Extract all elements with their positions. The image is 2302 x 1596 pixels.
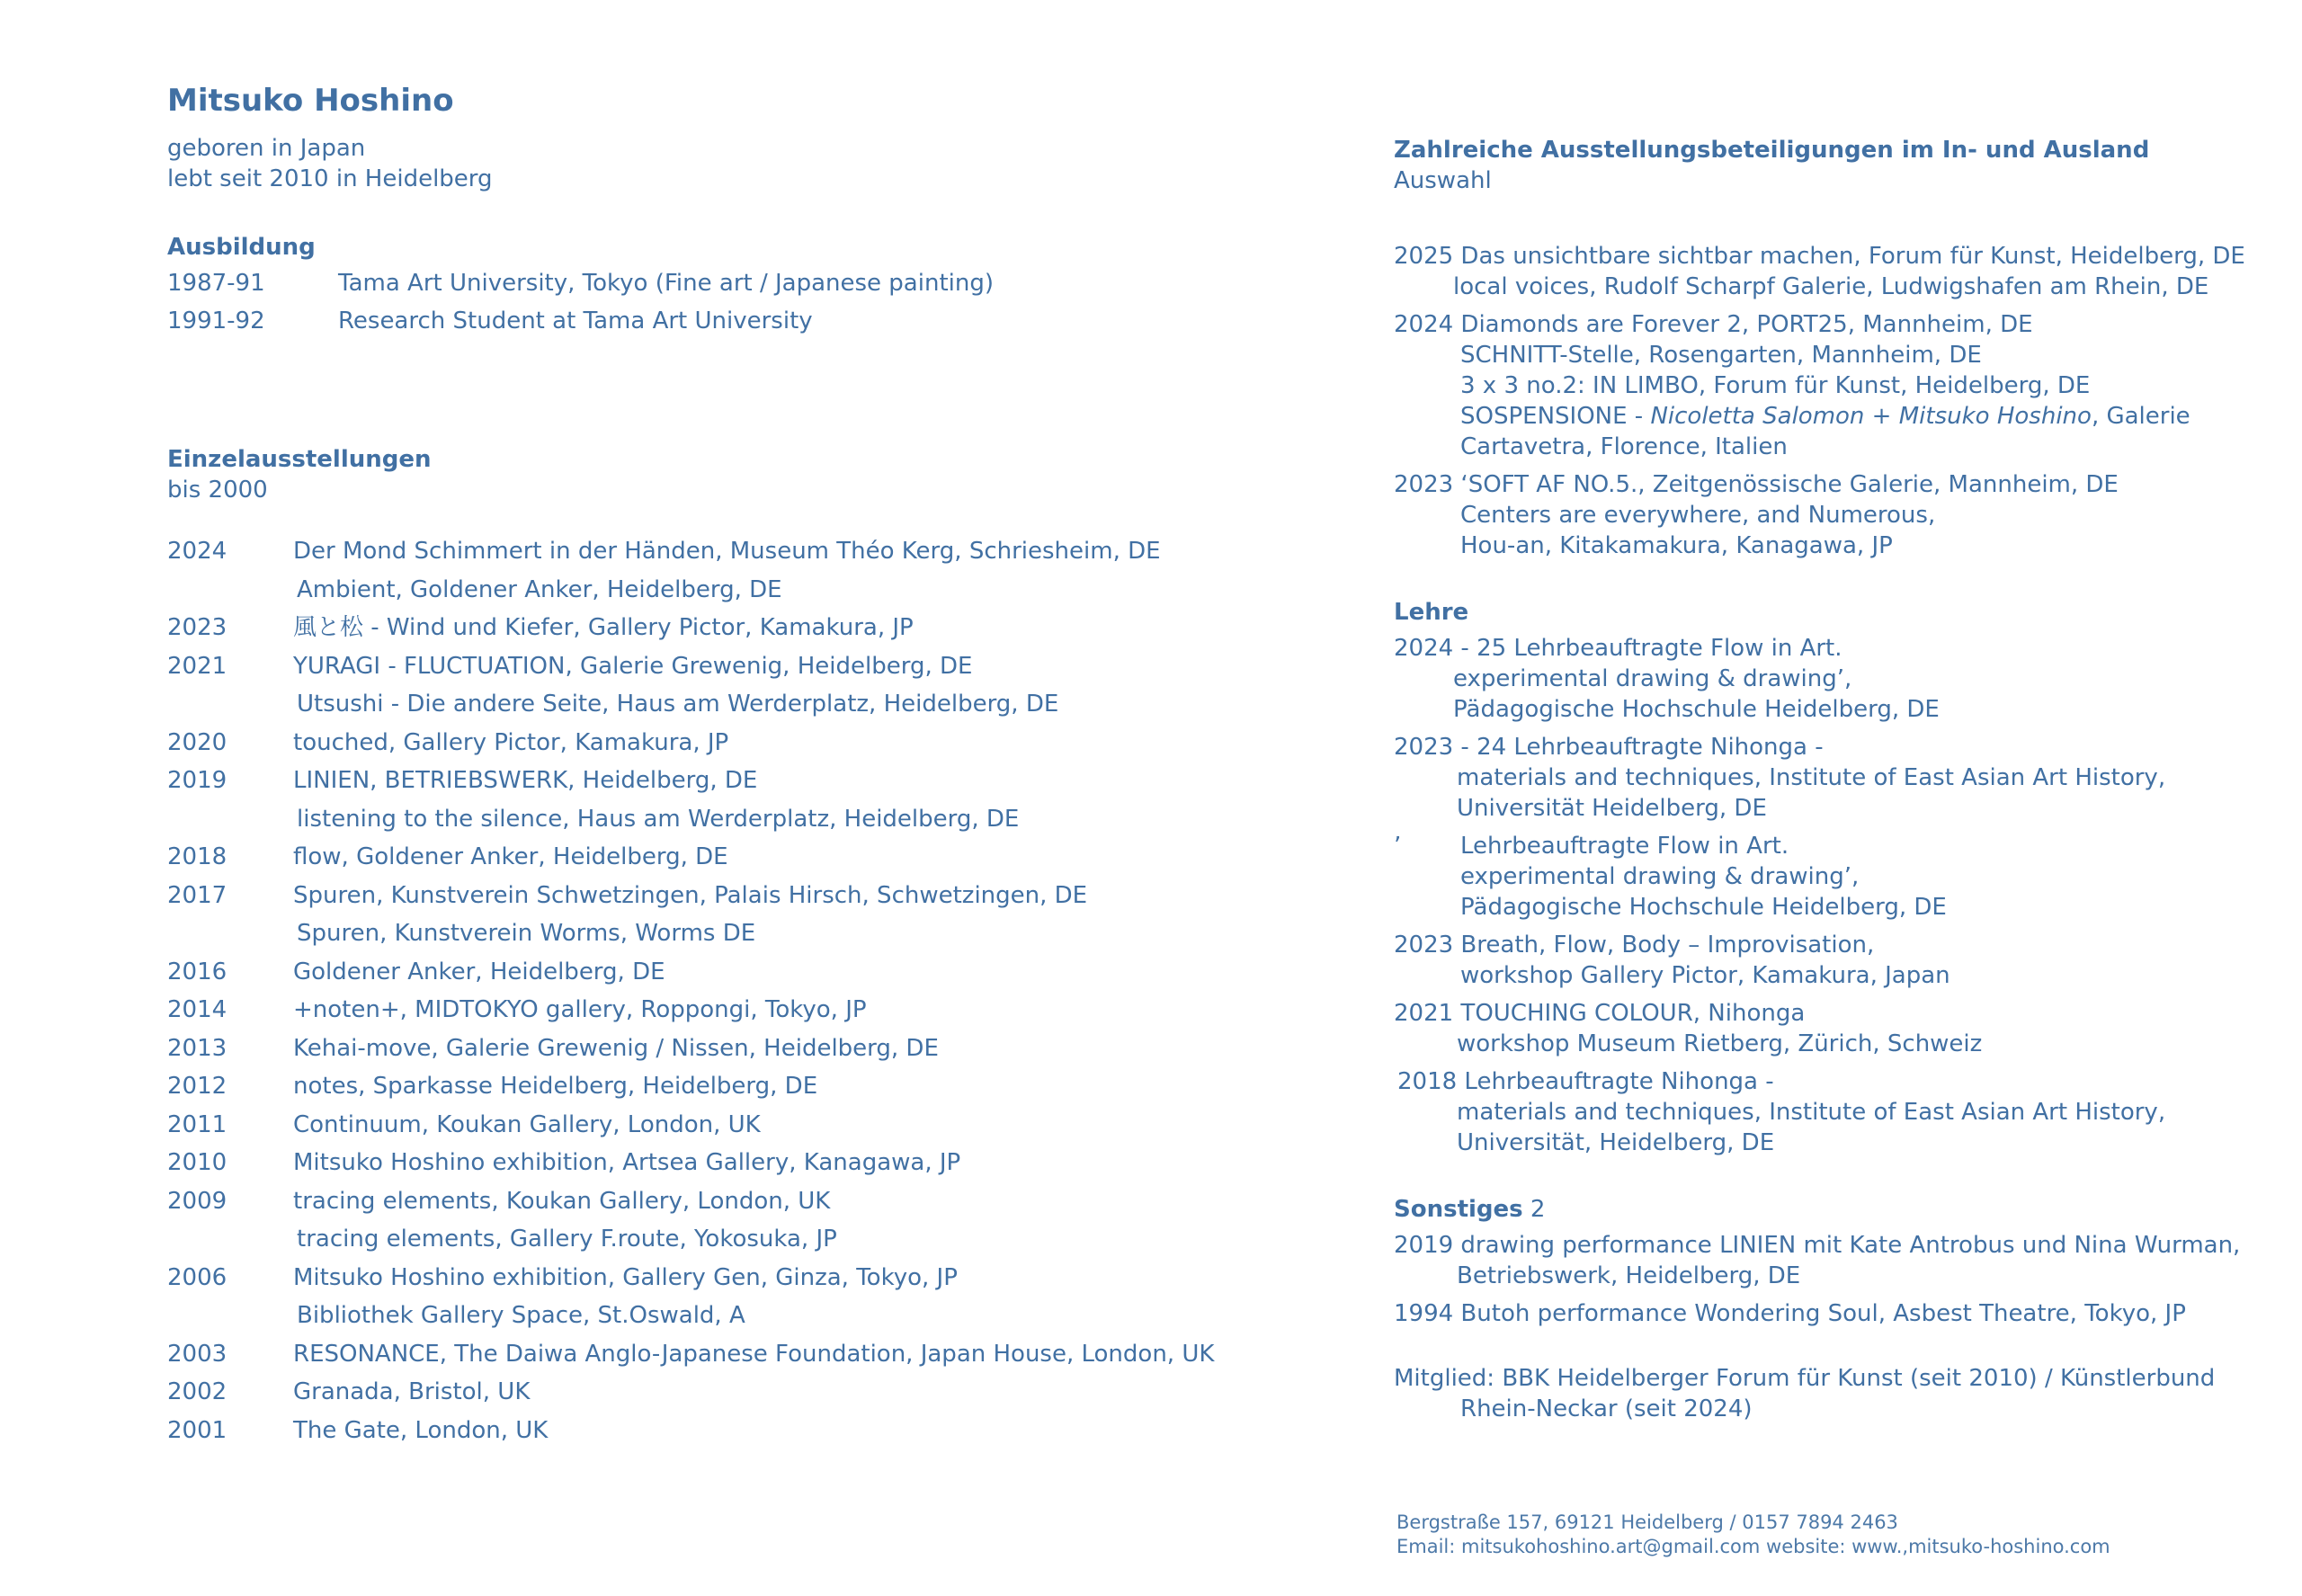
solo-exhibition-title: Continuum, Koukan Gallery, London, UK	[293, 1110, 761, 1138]
group-block-2024	[1394, 309, 2275, 462]
teaching-heading: Lehre	[1394, 599, 1469, 626]
solo-exhibition-title: Goldener Anker, Heidelberg, DE	[293, 958, 665, 985]
born-text: geboren in Japan	[167, 135, 366, 162]
solo-exhibition-row	[167, 1033, 1336, 1072]
teaching-block	[1394, 633, 2275, 725]
group-line: 2025 Das unsichtbare sichtbar machen, Forum für Kunst, Heidelberg, DE	[1394, 243, 2245, 270]
solo-exhibition-row	[167, 727, 1336, 766]
solo-exhibition-row	[167, 651, 1336, 690]
solo-exhibition-row	[167, 612, 1336, 651]
misc-heading-row	[1394, 1194, 2275, 1225]
solo-exhibition-title: Ambient, Goldener Anker, Heidelberg, DE	[297, 575, 782, 603]
solo-exhibition-title: RESONANCE, The Daiwa Anglo-Japanese Foundation, Japan House, London, UK	[293, 1340, 1215, 1368]
solo-exhibition-year: 2024	[167, 538, 228, 565]
solo-exhibition-year: 2011	[167, 1110, 228, 1138]
solo-exhibition-title: The Gate, London, UK	[293, 1416, 549, 1444]
teaching-line: 2024 - 25 Lehrbeauftragte Flow in Art.	[1394, 635, 1842, 662]
group-line	[1394, 401, 2275, 432]
teaching-line: Lehrbeauftragte Flow in Art.	[1460, 833, 1789, 860]
misc-line: 1994 Butoh performance Wondering Soul, Asbest Theatre, Tokyo, JP	[1394, 1300, 2186, 1327]
solo-exhibition-title: YURAGI - FLUCTUATION, Galerie Grewenig, Heidelberg, DE	[293, 652, 973, 680]
solo-exhibition-title: Granada, Bristol, UK	[293, 1378, 531, 1405]
group-line: SCHNITT-Stelle, Rosengarten, Mannheim, DE	[1460, 342, 1982, 369]
solo-subheading: bis 2000	[167, 477, 268, 504]
solo-exhibition-row	[167, 918, 1336, 957]
solo-exhibition-title: flow, Goldener Anker, Heidelberg, DE	[293, 843, 728, 870]
right-column	[1394, 135, 2275, 1424]
teaching-line: workshop Museum Rietberg, Zürich, Schweiz	[1457, 1030, 1983, 1057]
education-heading: Ausbildung	[167, 234, 316, 261]
solo-exhibition-year: 2009	[167, 1187, 228, 1215]
teaching-line: 2023 Breath, Flow, Body – Improvisation,	[1394, 932, 1875, 958]
solo-exhibition-title: tracing elements, Koukan Gallery, London, UK	[293, 1187, 831, 1215]
misc-heading-number: 2	[1522, 1196, 1546, 1223]
solo-exhibition-title: tracing elements, Gallery F.route, Yokosuka, JP	[297, 1226, 837, 1253]
solo-exhibition-year: 2001	[167, 1416, 228, 1444]
membership-line: Rhein-Neckar (seit 2024)	[1460, 1395, 1753, 1422]
teaching-mark: ’	[1394, 833, 1402, 860]
group-line: Centers are everywhere, and Numerous,	[1460, 502, 1936, 529]
solo-exhibition-year: 2012	[167, 1073, 228, 1100]
group-line: 2023 ‘SOFT AF NO.5., Zeitgenössische Galerie, Mannheim, DE	[1394, 471, 2119, 498]
solo-exhibition-title: notes, Sparkasse Heidelberg, Heidelberg, DE	[293, 1073, 818, 1100]
education-text: Research Student at Tama Art University	[338, 308, 813, 334]
group-line-part: SOSPENSIONE -	[1460, 403, 1651, 430]
solo-exhibition-year: 2016	[167, 958, 228, 985]
solo-exhibition-year: 2006	[167, 1263, 228, 1291]
solo-exhibition-row	[167, 880, 1336, 919]
solo-exhibition-year: 2020	[167, 728, 228, 756]
teaching-block	[1394, 930, 2275, 991]
group-block-2023	[1394, 469, 2275, 561]
group-line: local voices, Rudolf Scharpf Galerie, Ludwigshafen am Rhein, DE	[1453, 273, 2209, 300]
teaching-block	[1394, 831, 2275, 923]
solo-exhibition-title: Utsushi - Die andere Seite, Haus am Werderplatz, Heidelberg, DE	[297, 691, 1059, 718]
solo-exhibition-list	[167, 536, 1336, 1453]
solo-exhibition-row	[167, 1415, 1336, 1454]
misc-block	[1394, 1230, 2275, 1291]
solo-exhibition-row	[167, 765, 1336, 804]
education-row	[167, 268, 1336, 299]
group-line: 2024 Diamonds are Forever 2, PORT25, Mannheim, DE	[1394, 311, 2033, 338]
solo-exhibition-year: 2021	[167, 652, 228, 680]
misc-block	[1394, 1298, 2275, 1329]
solo-exhibition-title: touched, Gallery Pictor, Kamakura, JP	[293, 728, 729, 756]
teaching-block	[1394, 732, 2275, 824]
solo-exhibition-row	[167, 689, 1336, 727]
lives-text: lebt seit 2010 in Heidelberg	[167, 165, 493, 192]
group-line: Hou-an, Kitakamakura, Kanagawa, JP	[1460, 532, 1893, 559]
solo-exhibition-row	[167, 1339, 1336, 1378]
solo-exhibition-row	[167, 1224, 1336, 1262]
solo-exhibition-row	[167, 957, 1336, 995]
solo-exhibition-row	[167, 1071, 1336, 1110]
solo-exhibition-year: 2017	[167, 881, 228, 909]
solo-exhibition-title: Spuren, Kunstverein Worms, Worms DE	[297, 920, 756, 947]
education-text: Tama Art University, Tokyo (Fine art / Japanese painting)	[338, 270, 994, 297]
solo-exhibition-title: +noten+, MIDTOKYO gallery, Roppongi, Tokyo, JP	[293, 996, 867, 1023]
solo-exhibition-title: Spuren, Kunstverein Schwetzingen, Palais Hirsch, Schwetzingen, DE	[293, 881, 1088, 909]
teaching-line: Pädagogische Hochschule Heidelberg, DE	[1460, 894, 1947, 921]
teaching-line: Universität, Heidelberg, DE	[1457, 1129, 1775, 1156]
solo-exhibition-year: 2023	[167, 614, 228, 641]
solo-heading: Einzelausstellungen	[167, 446, 432, 473]
education-list	[167, 268, 1336, 336]
teaching-line: Universität Heidelberg, DE	[1457, 795, 1767, 822]
footer-email-website: Email: mitsukohoshino.art@gmail.com website: www.,mitsuko-hoshino.com	[1396, 1536, 2110, 1557]
membership-block	[1394, 1363, 2275, 1424]
solo-exhibition-title: Mitsuko Hoshino exhibition, Gallery Gen, Ginza, Tokyo, JP	[293, 1263, 958, 1291]
education-row	[167, 306, 1336, 336]
solo-exhibition-row	[167, 842, 1336, 880]
teaching-line: experimental drawing & drawing’,	[1453, 665, 1852, 692]
solo-exhibition-year: 2002	[167, 1378, 228, 1405]
education-year: 1987-91	[167, 270, 265, 297]
solo-exhibition-row	[167, 1147, 1336, 1186]
solo-exhibition-row	[167, 804, 1336, 843]
solo-exhibition-title: 風と松 - Wind und Kiefer, Gallery Pictor, Kamakura, JP	[293, 614, 914, 641]
teaching-line: materials and techniques, Institute of East Asian Art History,	[1457, 764, 2166, 791]
education-year: 1991-92	[167, 308, 265, 334]
solo-exhibition-row	[167, 1110, 1336, 1148]
misc-line: Betriebswerk, Heidelberg, DE	[1457, 1262, 1801, 1289]
group-line-italic: Nicoletta Salomon + Mitsuko Hoshino	[1650, 403, 2092, 430]
solo-exhibition-year: 2010	[167, 1149, 228, 1176]
footer-contact	[1396, 1511, 2110, 1559]
group-line: Cartavetra, Florence, Italien	[1460, 433, 1788, 460]
membership-line: Mitglied: BBK Heidelberger Forum für Kunst (seit 2010) / Künstlerbund	[1394, 1365, 2216, 1392]
solo-exhibition-title: listening to the silence, Haus am Werderplatz, Heidelberg, DE	[297, 805, 1020, 833]
left-column	[167, 81, 1336, 1453]
solo-exhibition-row	[167, 575, 1336, 613]
solo-exhibition-title: LINIEN, BETRIEBSWERK, Heidelberg, DE	[293, 767, 758, 794]
teaching-block	[1394, 998, 2275, 1059]
solo-exhibition-title: Kehai-move, Galerie Grewenig / Nissen, Heidelberg, DE	[293, 1034, 939, 1062]
solo-exhibition-row	[167, 1377, 1336, 1415]
solo-exhibition-row	[167, 994, 1336, 1033]
group-heading: Zahlreiche Ausstellungsbeteiligungen im In- und Ausland	[1394, 137, 2150, 164]
group-block-2025	[1394, 241, 2275, 302]
solo-exhibition-year: 2003	[167, 1340, 228, 1368]
solo-exhibition-row	[167, 1300, 1336, 1339]
group-line-part: , Galerie	[2091, 403, 2190, 430]
group-line: 3 x 3 no.2: IN LIMBO, Forum für Kunst, Heidelberg, DE	[1460, 372, 2091, 399]
teaching-line: materials and techniques, Institute of East Asian Art History,	[1457, 1099, 2166, 1126]
teaching-block	[1394, 1066, 2275, 1158]
solo-exhibition-row	[167, 1186, 1336, 1225]
group-subheading: Auswahl	[1394, 167, 1492, 194]
misc-line: 2019 drawing performance LINIEN mit Kate Antrobus und Nina Wurman,	[1394, 1232, 2241, 1259]
solo-exhibition-title: Der Mond Schimmert in der Händen, Museum Théo Kerg, Schriesheim, DE	[293, 538, 1161, 565]
teaching-line: 2018 Lehrbeauftragte Nihonga -	[1397, 1068, 1774, 1095]
teaching-line: experimental drawing & drawing’,	[1460, 863, 1860, 890]
artist-name: Mitsuko Hoshino	[167, 83, 454, 119]
misc-heading: Sonstiges	[1394, 1196, 1523, 1223]
solo-exhibition-title: Bibliothek Gallery Space, St.Oswald, A	[297, 1302, 745, 1329]
solo-exhibition-year: 2019	[167, 767, 228, 794]
footer-address: Bergstraße 157, 69121 Heidelberg / 0157 7894 2463	[1396, 1511, 1898, 1533]
teaching-line: 2021 TOUCHING COLOUR, Nihonga	[1394, 1000, 1806, 1027]
solo-exhibition-year: 2018	[167, 843, 228, 870]
solo-exhibition-year: 2014	[167, 996, 228, 1023]
solo-exhibition-row	[167, 1262, 1336, 1301]
solo-exhibition-row	[167, 536, 1336, 575]
solo-exhibition-year: 2013	[167, 1034, 228, 1062]
teaching-line: 2023 - 24 Lehrbeauftragte Nihonga -	[1394, 734, 1824, 761]
teaching-line: Pädagogische Hochschule Heidelberg, DE	[1453, 696, 1940, 723]
solo-exhibition-title: Mitsuko Hoshino exhibition, Artsea Gallery, Kanagawa, JP	[293, 1149, 961, 1176]
teaching-line: workshop Gallery Pictor, Kamakura, Japan	[1460, 962, 1950, 989]
